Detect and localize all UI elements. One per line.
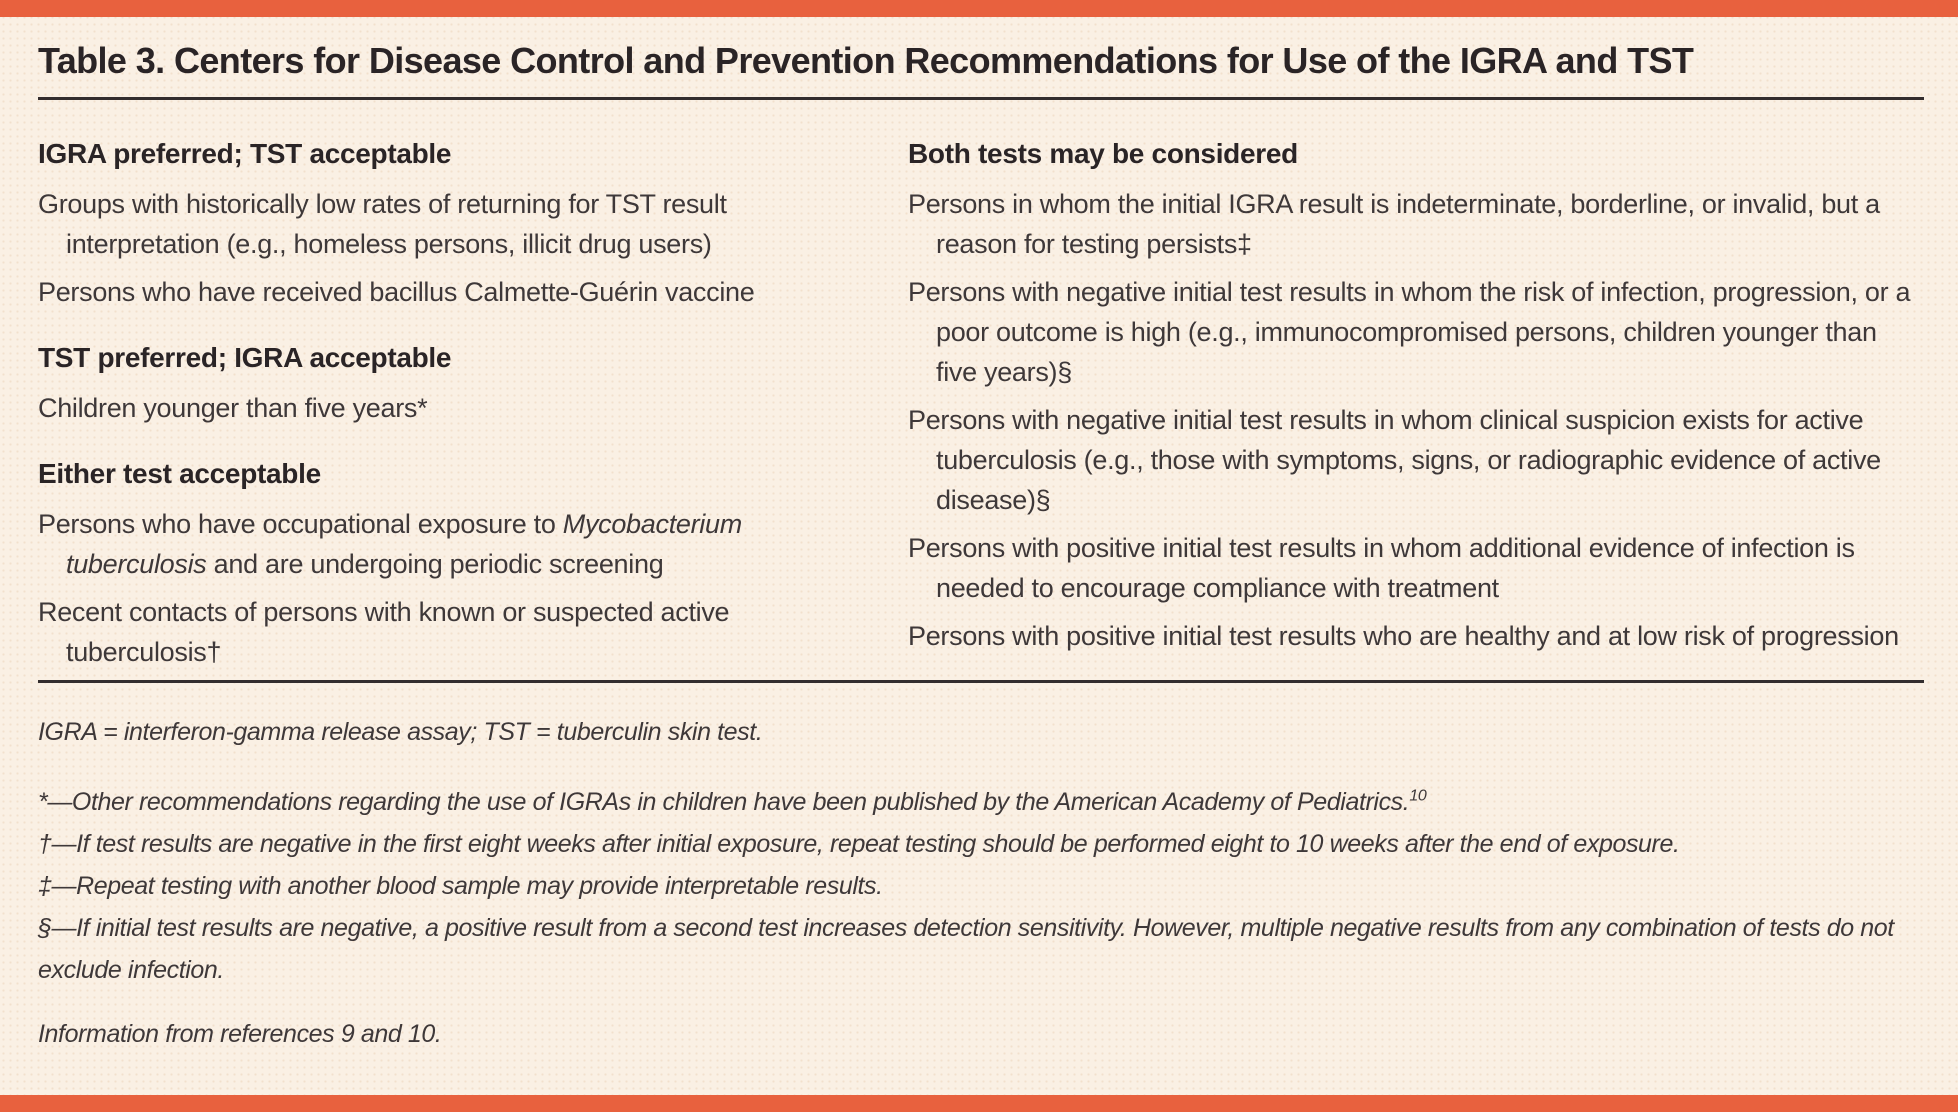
table-body (0, 17, 1958, 1095)
recommendation-item (38, 504, 860, 584)
recommendation-section (908, 134, 1924, 656)
text-segment: ‡—Repeat testing with another blood sample may provide interpretable results. (38, 872, 883, 900)
recommendations-columns (38, 134, 1924, 680)
source-note: Information from references 9 and 10. (38, 1020, 442, 1048)
recommendation-section (38, 134, 860, 312)
bottom-accent-bar (0, 1095, 1958, 1112)
footnote-line (38, 865, 1924, 907)
text-segment: †—If test results are negative in the first eight weeks after initial exposure, repeat testing should be performed eight to 10 weeks after the end of exposure. (38, 830, 1680, 858)
footnote-line (38, 781, 1924, 823)
text-segment: 10 (1409, 787, 1427, 805)
text-segment: Recent contacts of persons with known or suspected active tuberculosis† (38, 597, 730, 667)
recommendation-item (38, 184, 860, 264)
top-accent-bar (0, 0, 1958, 17)
recommendation-item (908, 272, 1924, 392)
table-title: Table 3. Centers for Disease Control and Prevention Recommendations for Use of the IGRA and TST (38, 40, 1694, 81)
recommendation-item (38, 388, 860, 428)
text-segment: Persons who have occupational exposure to (38, 509, 563, 539)
recommendation-item (38, 272, 860, 312)
recommendation-item (908, 184, 1924, 264)
abbreviations-note: IGRA = interferon-gamma release assay; TST = tuberculin skin test. (38, 718, 763, 746)
footnote-divider-rule (38, 680, 1924, 683)
recommendation-item (908, 616, 1924, 656)
text-segment: Persons who have received bacillus Calmette-Guérin vaccine (38, 277, 755, 307)
recommendation-item (908, 528, 1924, 608)
text-segment: Persons with negative initial test results in whom the risk of infection, progression, or a poor outcome is high (e.g., immunocompromised persons, children younger than five years)§ (908, 277, 1911, 387)
recommendation-section (38, 454, 860, 672)
text-segment: §—If initial test results are negative, a positive result from a second test increases detection sensitivity. However, multiple negative results from any combination of tests do not exclude infection. (38, 914, 1894, 984)
footnote-line (38, 907, 1924, 991)
footnote-line (38, 823, 1924, 865)
text-segment: Persons with positive initial test results who are healthy and at low risk of progression (908, 621, 1899, 651)
text-segment: Children younger than five years* (38, 393, 428, 423)
section-heading: TST preferred; IGRA acceptable (38, 342, 452, 373)
footnote-list (38, 781, 1924, 991)
section-heading: Both tests may be considered (908, 138, 1298, 169)
text-segment: Persons in whom the initial IGRA result is indeterminate, borderline, or invalid, but a reason for testing persists‡ (908, 189, 1880, 259)
column-left (38, 134, 860, 680)
text-segment: and are undergoing periodic screening (206, 549, 664, 579)
text-segment: Persons with negative initial test results in whom clinical suspicion exists for active tuberculosis (e.g., those with symptoms, signs, or radiographic evidence of active disease)§ (908, 405, 1881, 515)
text-segment: Persons with positive initial test results in whom additional evidence of infection is needed to encourage compliance with treatment (908, 533, 1855, 603)
recommendation-section (38, 338, 860, 428)
title-divider-rule (38, 97, 1924, 100)
footnotes-section (38, 711, 1924, 1055)
recommendation-item (908, 400, 1924, 520)
section-heading: IGRA preferred; TST acceptable (38, 138, 452, 169)
text-segment: Mycobacterium tuberculosis (66, 509, 742, 579)
column-right (908, 134, 1924, 664)
text-segment: *—Other recommendations regarding the use of IGRAs in children have been published by the American Academy of Pediatrics. (38, 788, 1410, 816)
section-heading: Either test acceptable (38, 458, 321, 489)
recommendation-item (38, 592, 860, 672)
text-segment: Groups with historically low rates of returning for TST result interpretation (e.g., homeless persons, illicit drug users) (38, 189, 727, 259)
